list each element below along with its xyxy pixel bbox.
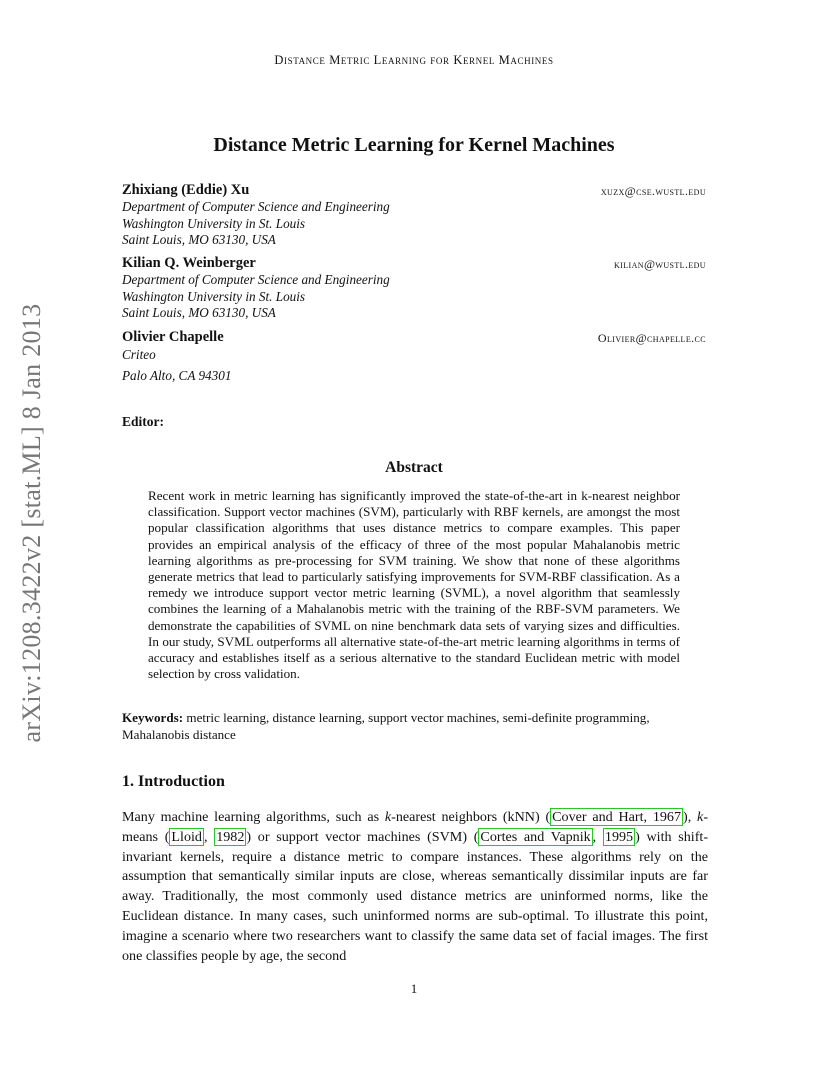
author-email[interactable]: Olivier@chapelle.cc <box>597 331 706 345</box>
author-email[interactable]: kilian@wustl.edu <box>614 257 706 271</box>
arxiv-sidebar <box>12 288 52 758</box>
citation-link[interactable]: Cover and Hart, 1967 <box>552 809 682 825</box>
author-affiliation <box>122 272 390 322</box>
intro-paragraph: Many machine learning algorithms, such as k-nearest neighbors (kNN) ( Cover and Hart, 1967 ), k-means ( Lloid , 1982 ) or support vector machines (SVM) ( Cortes and Vapnik , 1995 ) with shift-invariant kernels, require a distance metric to compare instances. These algorithms rely on the assumption that semantically similar inputs are close, whereas semantically dissimilar inputs are far away. Traditionally, the most commonly used distance metrics are uninformed norms, like the Euclidean distance. In many cases, such uninformed norms are sub-optimal. To illustrate this point, imagine a scenario where two researchers want to classify the same data set of facial images. The first one classifies people by age, the second <box>122 809 709 964</box>
citation-link[interactable]: 1982 <box>216 828 245 845</box>
author-affiliation <box>122 347 231 384</box>
author-name: Zhixiang (Eddie) Xu <box>122 182 250 198</box>
citation-link[interactable]: Lloid <box>171 828 202 845</box>
intro-italic-k: k <box>384 809 392 825</box>
intro-text: -nearest neighbors (kNN) <box>391 809 546 825</box>
aff-line: Saint Louis, MO 63130, USA <box>122 232 276 247</box>
intro-text: , <box>687 809 698 825</box>
paper-title: Distance Metric Learning for Kernel Machines <box>213 134 615 156</box>
intro-text: Many machine learning algorithms, such as <box>122 809 385 825</box>
editor-label: Editor: <box>122 414 164 429</box>
aff-line: Palo Alto, CA 94301 <box>122 367 232 383</box>
author-email[interactable]: xuzx@cse.wustl.edu <box>600 184 706 198</box>
section-heading: 1. Introduction <box>122 773 225 790</box>
citation-link[interactable]: Cortes and Vapnik <box>480 828 591 845</box>
aff-line: Saint Louis, MO 63130, USA <box>122 305 276 320</box>
abstract-heading: Abstract <box>385 459 443 476</box>
intro-text: , <box>203 828 215 845</box>
abstract-text: Recent work in metric learning has significantly improved the state-of-the-art in k-nearest neighbor classification. Support vector machines (SVM), particularly with RBF kernels, are amongst the most popular classification algorithms that uses distance metrics to compare examples. This paper provides an empirical analysis of the efficacy of three of the most popular Mahalanobis metric learning algorithms as pre-processing for SVM training. We show that none of these algorithms generate metrics that lead to particularly satisfying improvements for SVM-RBF classification. As a remedy we introduce support vector metric learning (SVML), a novel algorithm that seamlessly combines the learning of a Mahalanobis metric with the training of the RBF-SVM parameters. We demonstrate the capabilities of SVML on nine benchmark data sets of varying sizes and difficulties. In our study, SVML outperforms all alternative state-of-the-art metric learning algorithms in terms of accuracy and establishes itself as a serious alternative to the standard Euclidean metric with model selection by cross validation. <box>148 488 680 682</box>
running-head: Distance Metric Learning for Kernel Machines <box>274 53 554 67</box>
page-number: 1 <box>410 981 418 996</box>
intro-text: -means ( <box>122 809 709 845</box>
aff-line: Department of Computer Science and Engineering <box>122 199 390 214</box>
aff-line: Washington University in St. Louis <box>122 288 306 304</box>
aff-line: Criteo <box>122 347 156 362</box>
intro-text: , <box>592 828 603 845</box>
intro-text: ) with shift-invariant kernels, require a distance metric to compare instances. These algorithms rely on the assumption that semantically similar inputs are close, whereas semantically dissimilar inputs are far away. Traditionally, the most commonly used distance metrics are uninformed norms, like the Euclidean distance. In many cases, such uninformed norms are sub-optimal. To illustrate this point, imagine a scenario where two researchers want to classify the same data set of facial images. The first one classifies people by age, the second <box>122 828 709 964</box>
aff-line: Department of Computer Science and Engineering <box>122 272 390 287</box>
intro-text: ) or support vector machines (SVM) ( <box>246 828 479 845</box>
keywords <box>122 709 708 743</box>
keywords-text: metric learning, distance learning, support vector machines, semi-definite programming, Mahalanobis distance <box>122 710 650 742</box>
keywords-label: Keywords: <box>122 710 184 725</box>
arxiv-stamp: arXiv:1208.3422v2 [stat.ML] 8 Jan 2013 <box>17 303 46 743</box>
aff-line: Washington University in St. Louis <box>122 215 306 231</box>
author-name: Kilian Q. Weinberger <box>122 255 256 271</box>
author-affiliation <box>122 199 390 249</box>
author-name: Olivier Chapelle <box>122 329 224 345</box>
intro-italic-k: k <box>697 809 704 825</box>
citation-link[interactable]: 1995 <box>604 828 634 845</box>
